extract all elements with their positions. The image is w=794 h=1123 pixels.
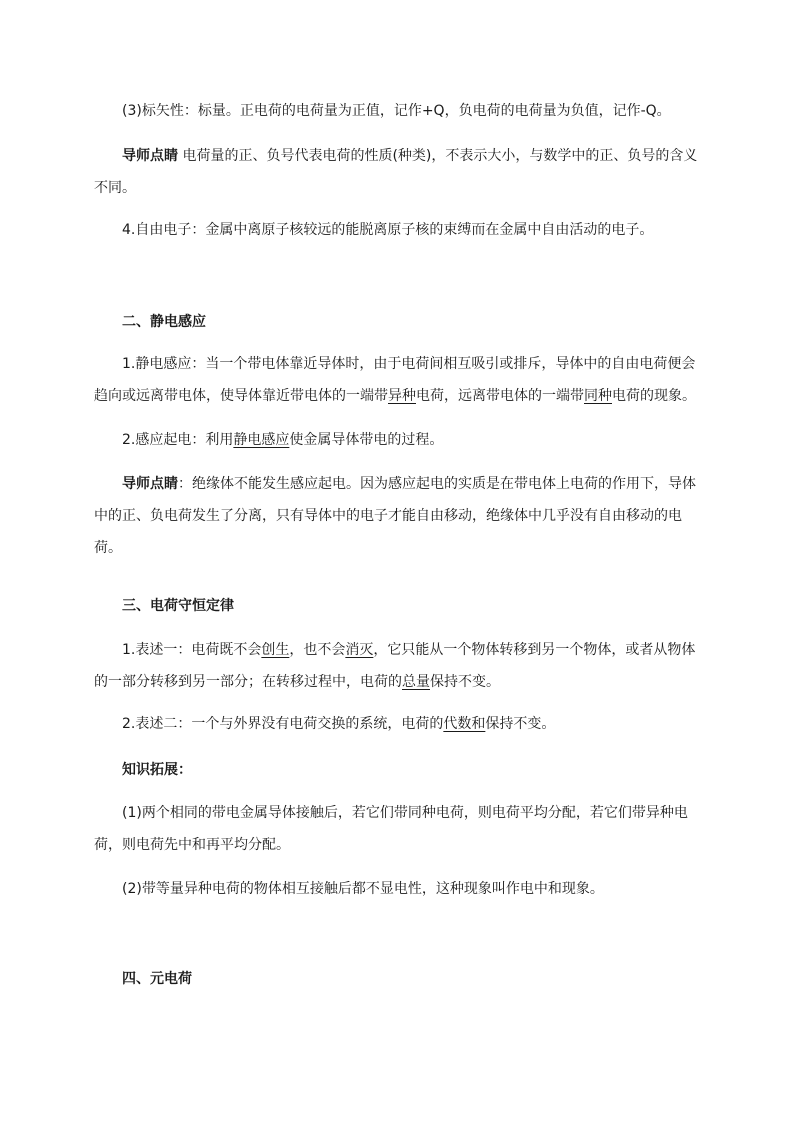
paragraph-extension-one — [94, 797, 704, 861]
underlined-term: 总量 — [402, 674, 430, 690]
underlined-term: 消灭 — [345, 642, 374, 658]
paragraph-text: 电荷，远离带电体的一端带 — [416, 388, 584, 404]
paragraph-text: 2.感应起电：利用 — [122, 432, 234, 448]
paragraph-text: 2.表述二：一个与外界没有电荷交换的系统，电荷的 — [122, 716, 444, 732]
paragraph-text: 保持不变。 — [485, 716, 556, 732]
paragraph-extension-two — [94, 873, 704, 905]
underlined-term: 创生 — [261, 642, 290, 658]
knowledge-extension-heading: 知识拓展： — [122, 762, 192, 778]
paragraph-text: 4.自由电子：金属中离原子核较远的能脱离原子核的束缚而在金属中自由活动的电子。 — [122, 222, 654, 238]
paragraph-scalar-property — [94, 95, 704, 127]
paragraph-text: 保持不变。 — [430, 674, 500, 690]
paragraph-text: 电荷的现象。 — [612, 388, 696, 404]
paragraph-text: (1)两个相同的带电金属导体接触后，若它们带同种电荷，则电荷平均分配，若它们带异种电荷，则电荷先中和再平均分配。 — [94, 805, 688, 853]
underlined-term: 同种 — [584, 388, 612, 404]
paragraph-text: 电荷量的正、负号代表电荷的性质(种类)，不表示大小，与数学中的正、负号的含义不同。 — [94, 148, 698, 196]
paragraph-text: (2)带等量异种电荷的物体相互接触后都不显电性，这种现象叫作电中和现象。 — [122, 881, 604, 897]
paragraph-electrostatic-induction — [94, 348, 704, 412]
underlined-term: 异种 — [388, 388, 416, 404]
paragraph-text: 使金属导体带电的过程。 — [289, 432, 444, 448]
paragraph-text: ，也不会 — [289, 642, 346, 658]
paragraph-tutor-note-1 — [94, 140, 704, 204]
paragraph-text: 1.表述一：电荷既不会 — [122, 642, 262, 658]
tutor-note-label: 导师点睛 — [122, 476, 178, 492]
paragraph-text: ：绝缘体不能发生感应起电。因为感应起电的实质是在带电体上电荷的作用下，导体中的正、负电荷发生了分离，只有导体中的电子才能自由移动，绝缘体中几乎没有自由移动的电荷。 — [94, 476, 696, 556]
paragraph-text: 1.静电感应：当一个带电体靠近导体时，由于电荷间相互吸引或排斥，导体中的自由电荷便会趋向或远离带电体，使导体靠近带电体的一端带 — [94, 356, 696, 404]
paragraph-statement-two — [94, 708, 704, 740]
paragraph-tutor-note-2 — [94, 468, 704, 564]
section-heading-charge-conservation: 三、电荷守恒定律 — [122, 598, 234, 614]
section-heading-electrostatic-induction: 二、静电感应 — [122, 314, 206, 330]
paragraph-text: (3)标矢性：标量。正电荷的电荷量为正值，记作+Q，负电荷的电荷量为负值，记作-Q。 — [122, 103, 671, 119]
paragraph-induction-charging — [94, 424, 704, 456]
paragraph-text: ，它只能从一个物体转移到另一个物体，或者从物体的一部分转移到另一部分；在转移过程中，电荷的 — [94, 642, 696, 690]
section-heading-elementary-charge: 四、元电荷 — [122, 971, 192, 987]
tutor-note-label: 导师点睛 — [122, 148, 178, 164]
underlined-term: 静电感应 — [233, 432, 290, 448]
paragraph-free-electron — [94, 214, 704, 246]
underlined-term: 代数和 — [443, 716, 486, 732]
paragraph-statement-one — [94, 634, 704, 698]
